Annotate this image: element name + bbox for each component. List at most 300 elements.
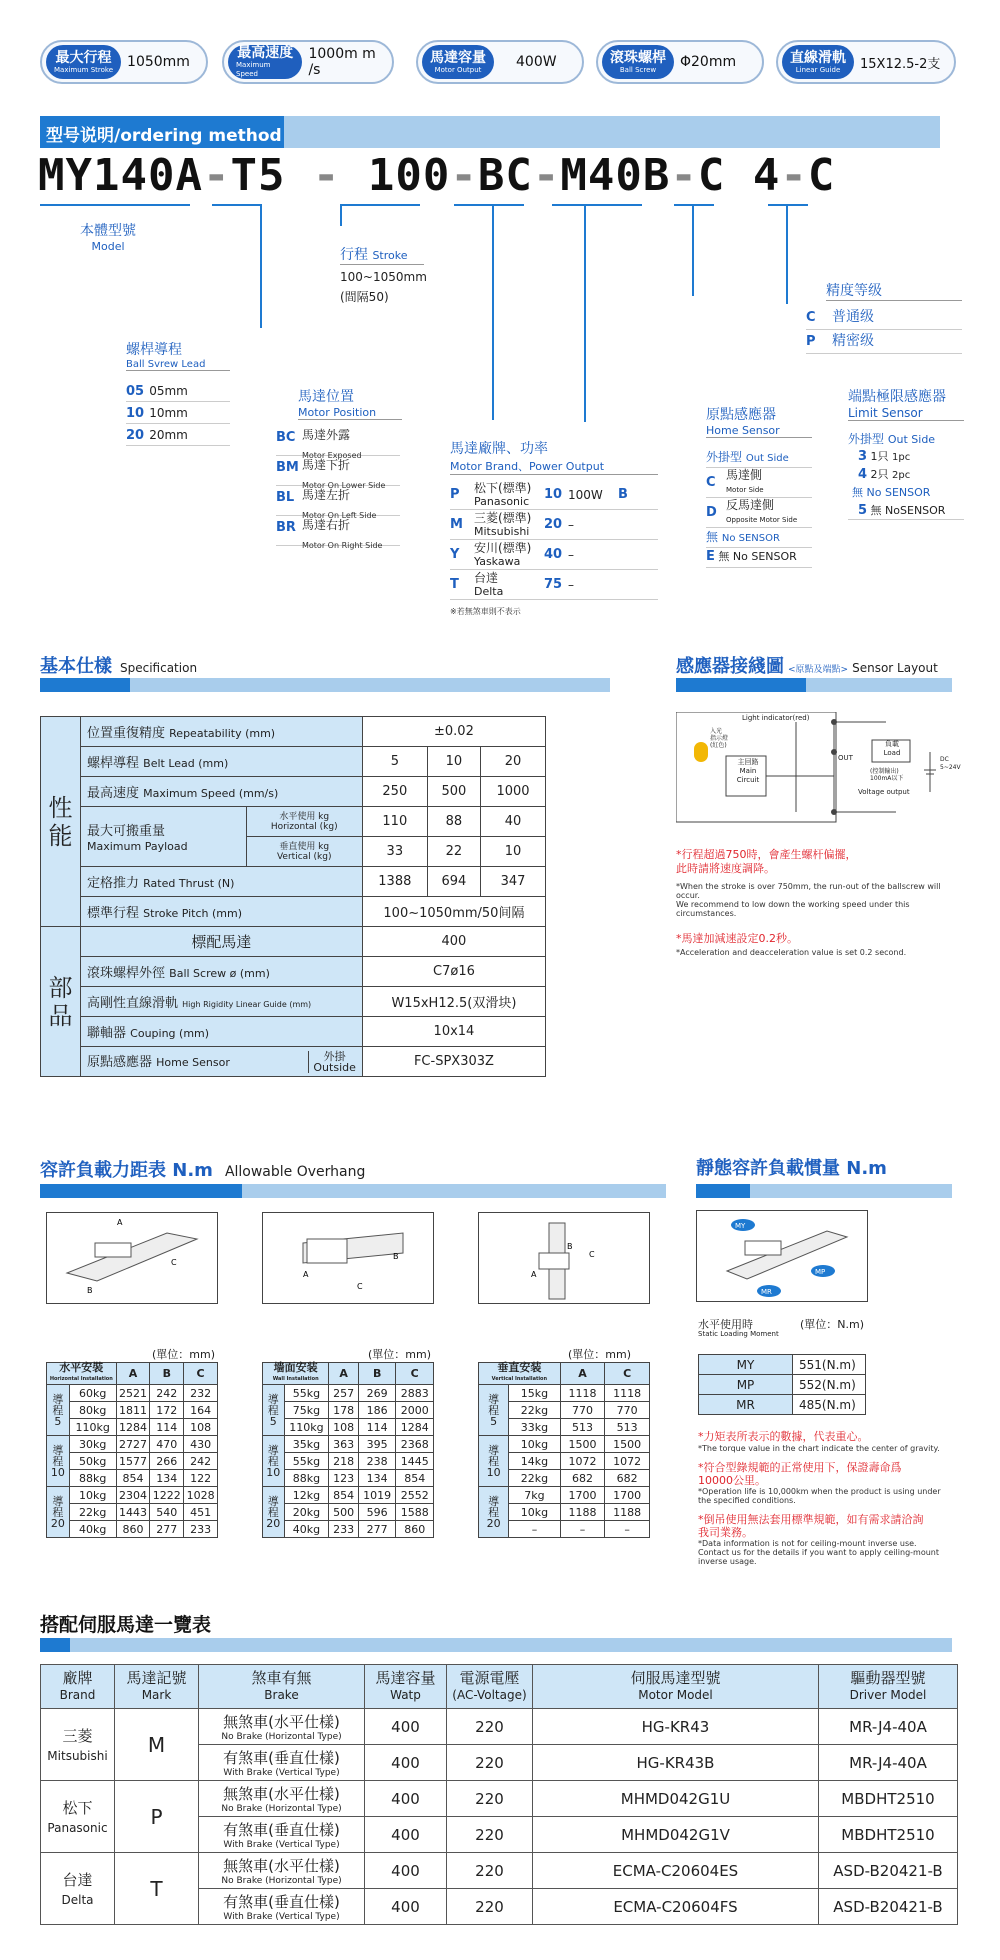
code-part-position: BC [477,150,533,201]
pill-label: 馬達容量 [430,49,486,66]
lamp-label: 入光 指示燈 (紅色) [710,728,729,749]
home-ext-zh: 外掛 [323,1049,346,1063]
home-zh: 原點感應器 [87,1054,153,1070]
moment-value: 552(N.m) [793,1375,866,1395]
note-zh: *行程超過750時，會產生螺杆偏擺， 此時請將速度調降。 [676,848,857,875]
col-b: B [358,1363,396,1385]
stroke-step: (間隔50) [340,290,389,304]
cell: 2000 [396,1402,434,1419]
limit-sensor-block [848,386,964,421]
pill-label: 最大行程 [55,49,112,66]
pill-value: 15X12.5-2支 [860,56,941,72]
header-motor-model [533,1665,819,1709]
note-zh: *符合型錄規範的正常使用下，保證壽命爲 10000公里。 [698,1461,902,1487]
cell: 269 [358,1385,396,1402]
brake-cell [199,1853,365,1889]
code-dash: - [285,150,368,201]
note-zh: *倒吊使用無法套用標準規範，如有需求請洽詢 我司業務。 [698,1513,924,1539]
cell: 110kg [69,1419,116,1436]
servo-table [40,1664,958,1925]
lead-zh: 螺桿導程 [126,342,182,358]
stroke-block [340,244,424,265]
precision-code: C [806,310,816,325]
power-value: – [568,517,574,532]
cell: 854 [329,1487,359,1504]
lead-en: Belt Lead (mm) [143,757,229,770]
horizontal-install-icon [47,1213,217,1303]
code-part-motor: M40B [560,150,671,201]
brake-en: With Brake (Vertical Type) [223,1768,340,1778]
cell: 178 [329,1402,359,1419]
servo-bar-accent [40,1638,70,1652]
indicator-lamp-icon [694,742,708,762]
svg-text:C: C [357,1282,363,1291]
motor-position-en: Motor Position [298,406,377,419]
cell: 123 [329,1470,359,1487]
cell: 134 [150,1470,184,1487]
cell: 22kg [509,1402,561,1419]
servo-bar [40,1638,952,1652]
voltage-cell: 220 [447,1817,533,1853]
title-en: Horizontal Installation [49,1376,113,1382]
title-en: Vertical Installation [491,1376,548,1382]
limit-ext-zh: 外掛型 [848,432,885,446]
parts-label [41,927,81,1077]
payload-h-en: Horizontal (kg) [270,821,338,832]
dc-label: DC 5~24V [940,756,961,771]
driver-model-cell: MBDHT2510 [819,1817,958,1853]
brake-cell [199,1817,365,1853]
cell: 682 [605,1470,650,1487]
cell: 55kg [284,1385,329,1402]
header-en: Brand [59,1688,96,1702]
brand-cell [41,1781,115,1853]
limit-zh: 2只 [870,468,889,481]
payload-v-en: Vertical (kg) [276,851,332,862]
voltage-output-label: Voltage output [858,788,910,796]
driver-model-cell: MBDHT2510 [819,1781,958,1817]
cell: 1700 [605,1487,650,1504]
brake-cell [199,1889,365,1925]
position-code: BM [276,460,299,475]
cell: 22kg [69,1504,116,1521]
svg-text:B: B [567,1242,573,1251]
out-label: OUT [838,754,853,762]
cell: 88kg [284,1470,329,1487]
moment-value: 551(N.m) [793,1355,866,1375]
thrust-zh: 定格推力 [87,876,140,891]
code-dash [725,150,753,201]
home-ext-en: Out Side [745,453,789,464]
main-en: Main Circuit [736,767,760,784]
lead-value: 5 [490,1414,498,1428]
header-mark [115,1665,199,1709]
connector-line [674,204,714,206]
cell: 257 [329,1385,359,1402]
home-code: D [706,505,717,520]
brand-en: Panasonic [47,1821,108,1835]
watt-cell: 400 [365,1817,447,1853]
brand-cell [41,1709,115,1781]
spec-title-en: Specification [120,661,198,675]
lead-list [126,380,230,446]
cell: 1188 [605,1504,650,1521]
wall-overhang-table [262,1362,434,1538]
header-voltage [447,1665,533,1709]
connector-line [454,204,524,206]
lead-value: 5 [269,1414,277,1428]
watt-cell: 400 [365,1709,447,1745]
cell: 277 [358,1521,396,1538]
lead-value: 5 [54,1414,62,1428]
thrust-en: Rated Thrust (N) [143,877,235,890]
pill-max-stroke [40,40,208,84]
indicator-label: Light indicator(red) [742,714,810,722]
cell: 430 [184,1436,218,1453]
payload-h-value: 110 [362,807,427,837]
position-code: BL [276,490,295,505]
lead-value: 20 [50,1516,65,1530]
model-label [80,220,136,253]
cell: 108 [184,1419,218,1436]
payload-h-zh: 水平使用 kg [279,811,330,822]
precision-zh: 普通级 [832,309,874,325]
brake-en: No Brake (Horizontal Type) [221,1804,342,1814]
cell: 470 [150,1436,184,1453]
motor-model-cell: ECMA-C20604ES [533,1853,819,1889]
brake-code: B [618,487,628,502]
lead-code: 05 [126,384,145,399]
motor-model-cell: HG-KR43B [533,1745,819,1781]
perf-label [41,717,81,927]
payload-v-zh: 垂直使用 kg [279,841,330,852]
cell: 363 [329,1436,359,1453]
code-part-model: MY140A [38,150,203,201]
table-title [47,1363,117,1385]
lead-label: 導 程 [488,1392,500,1417]
brand-code: M [450,517,463,532]
brand-en: Panasonic [474,494,530,508]
connector-line [492,206,494,420]
lead-label: 導 程 [52,1392,64,1417]
limit-code: 3 [858,449,868,464]
pill-linear-guide [776,40,956,84]
brand-en: Mitsubishi [474,524,530,538]
sensor-sub: <原點及端點> [788,665,849,675]
home-none-en: No SENSOR [721,533,780,544]
title-zh: 水平安裝 [59,1361,104,1374]
cell: 1445 [396,1453,434,1470]
header-en: Mark [141,1688,172,1702]
brand-en: Delta [474,584,504,598]
home-sensor-value: FC-SPX303Z [362,1047,545,1077]
motor-label: 標配馬達 [81,927,363,957]
pill-value: 1000m m /s [308,46,376,78]
brake-zh: 有煞車(垂直仕樣) [223,1821,340,1839]
thrust-value: 347 [481,867,546,897]
screw-value: C7ø16 [362,957,545,987]
code-dash: - [450,150,478,201]
note-en: *Data information is not for ceiling-mount inverse use. Contact us for the details if you want to apply ceiling-mount inverse usage. [698,1539,939,1566]
cell: 854 [396,1470,434,1487]
power-code: 10 [544,487,563,502]
lead-label [81,747,363,777]
cell: 1284 [116,1419,150,1436]
pill-label: 滾珠螺桿 [610,49,666,66]
pill-value: 400W [516,54,557,70]
header-zh: 電源電壓 [459,1669,520,1687]
brake-zh: 無煞車(水平仕樣) [223,1785,340,1803]
brake-en: With Brake (Vertical Type) [223,1840,340,1850]
vertical-install-drawing [478,1212,650,1304]
code-dash: - [780,150,808,201]
payload-v-value: 33 [362,837,427,867]
svg-text:A: A [303,1270,309,1279]
spec-title-zh: 基本仕樣 [40,656,112,677]
lead-value: 20 [266,1516,281,1530]
model-en: Model [91,240,125,253]
header-zh: 馬達記號 [126,1669,187,1687]
col-c: C [184,1363,218,1385]
screw-label [81,957,363,987]
static-title: 靜態容許負載慣量 N.m [696,1158,887,1179]
header-en: (AC-Voltage) [452,1688,527,1702]
speed-value: 500 [427,777,480,807]
power-code: 40 [544,547,563,562]
header-zh: 煞車有無 [251,1669,312,1687]
sensor-bar-accent [676,678,806,692]
lead-cell [479,1487,509,1538]
cell: 2521 [116,1385,150,1402]
note-en: *Operation life is 10,000km when the product is using under the specified conditions. [698,1487,941,1505]
horizontal-overhang-table [46,1362,218,1538]
code-part-stroke: 100 [367,150,451,201]
cell: 60kg [69,1385,116,1402]
position-en: Motor On Right Side [302,541,383,550]
cell: 242 [150,1385,184,1402]
cell: 1118 [560,1385,605,1402]
lead-value: 20 [481,747,546,777]
header-zh: 馬達容量 [375,1669,436,1687]
brake-zh: 無煞車(水平仕樣) [223,1857,340,1875]
lead-cell [479,1385,509,1436]
lead-value: 05mm [149,384,188,398]
brand-en: Yaskawa [474,554,521,568]
cell: 108 [329,1419,359,1436]
cell: 1028 [184,1487,218,1504]
unit-label: (單位：mm) [152,1348,216,1361]
watt-cell: 400 [365,1889,447,1925]
home-en: Home Sensor [156,1055,230,1069]
home-code: C [706,475,716,490]
static-use-en: Static Loading Moment [698,1330,779,1338]
thrust-label [81,867,363,897]
col-a: A [560,1363,605,1385]
voltage-cell: 220 [447,1781,533,1817]
vertical-install-icon [479,1213,649,1303]
svg-text:B: B [87,1286,93,1295]
cell: 122 [184,1470,218,1487]
moment-axes-icon [697,1211,867,1301]
repeat-value: ±0.02 [362,717,545,747]
servo-title: 搭配伺服馬達一覽表 [40,1614,212,1636]
brake-zh: 無煞車(水平仕樣) [223,1713,340,1731]
position-code: BC [276,430,296,445]
pill-motor-output [416,40,584,84]
cell: 22kg [509,1470,561,1487]
screw-zh: 滾珠螺桿外徑 [87,966,166,981]
header-zh: 廠牌 [62,1669,93,1687]
overhang-bar-accent [40,1184,242,1198]
motor-brand-block [450,438,658,475]
note-zh: *馬達加減速設定0.2秒。 [676,932,798,945]
model-zh: 本體型號 [80,223,136,239]
cell: 770 [605,1402,650,1419]
power-value: – [568,577,574,592]
moment-key: MP [699,1375,793,1395]
pill-value: 1050mm [127,54,190,70]
motor-model-cell: ECMA-C20604FS [533,1889,819,1925]
pill-sub: Ball Screw [619,65,657,74]
mark-cell: M [115,1709,199,1781]
lead-label: 導 程 [267,1443,279,1468]
svg-text:MY: MY [735,1222,746,1230]
cell: 540 [150,1504,184,1521]
cell: 1118 [605,1385,650,1402]
power-value: 100W [568,487,603,502]
code-dash: - [202,150,231,201]
cell: 7kg [509,1487,561,1504]
home-none-en: No SENSOR [732,550,797,563]
home-zh: 馬達側 [726,467,763,482]
terminal-icon [831,749,837,755]
moment-key: MR [699,1395,793,1415]
lead-value: 5 [362,747,427,777]
lead-label: 導 程 [52,1494,64,1519]
lead-cell [47,1436,70,1487]
coupling-label [81,1017,363,1047]
brand-zh: 松下 [62,1799,93,1817]
motor-brand-en: Motor Brand、Power Output [450,460,605,473]
limit-none-en: No SENSOR [866,486,931,499]
payload-h-label [246,807,362,837]
stroke-en: Stroke [372,249,408,262]
mark-cell: P [115,1781,199,1853]
header-en: Driver Model [849,1688,927,1702]
home-ext-en: Outside [313,1060,356,1074]
speed-en: Maximum Speed (mm/s) [143,787,279,800]
main-circuit-label [728,758,768,785]
svg-text:A: A [117,1218,123,1227]
limit-code: 5 [858,503,868,518]
screw-en: Ball Screw ø (mm) [169,967,270,980]
payload-v-value: 22 [427,837,480,867]
position-code: BR [276,520,296,535]
wall-install-icon [263,1213,433,1303]
overhang-title-en: Allowable Overhang [224,1164,366,1180]
cell: 277 [150,1521,184,1538]
guide-en: High Rigidity Linear Guide (mm) [182,1000,312,1009]
payload-h-value: 88 [427,807,480,837]
unit-label: (單位：mm) [368,1348,432,1361]
brake-zh: 有煞車(垂直仕樣) [223,1893,340,1911]
cell: 266 [150,1453,184,1470]
control-output-label: (控制輸出) 100mA以下 [870,768,904,782]
brand-en: Delta [61,1893,94,1907]
lead-cell [263,1436,285,1487]
wall-install-drawing [262,1212,434,1304]
pill-label: 直線滑軌 [790,49,846,66]
connector-line [212,204,262,206]
cell: 854 [116,1470,150,1487]
connector-line [692,206,694,296]
pill-sub: Maximum Stroke [54,65,114,74]
header-brand [41,1665,115,1709]
lead-label: 導 程 [267,1392,279,1417]
static-moment-table [698,1354,866,1415]
lead-value: 20mm [149,428,188,442]
cell: 1700 [560,1487,605,1504]
cell: 172 [150,1402,184,1419]
lead-value: 10 [266,1465,281,1479]
speed-value: 250 [362,777,427,807]
connector-line [260,206,262,328]
cell: 1188 [560,1504,605,1521]
precision-title: 精度等级 [826,280,962,301]
connector-line [340,204,420,206]
lead-label: 導 程 [488,1443,500,1468]
limit-sensor-en: Limit Sensor [848,406,923,420]
limit-sensor-zh: 端點極限感應器 [848,389,946,405]
payload-h-value: 40 [481,807,546,837]
brand-code: T [450,577,459,592]
voltage-cell: 220 [447,1709,533,1745]
brake-zh: 有煞車(垂直仕樣) [223,1749,340,1767]
spec-table [40,716,546,1077]
brake-cell [199,1781,365,1817]
cell: 770 [560,1402,605,1419]
driver-model-cell: MR-J4-40A [819,1745,958,1781]
pill-sub: Linear Guide [795,65,841,74]
limit-none-zh: 無 [852,486,863,499]
col-c: C [396,1363,434,1385]
static-bar-accent [696,1184,750,1198]
driver-model-cell: ASD-B20421-B [819,1853,958,1889]
cell: 114 [358,1419,396,1436]
cell: 50kg [69,1453,116,1470]
note-en: *When the stroke is over 750mm, the run-out of the ballscrew will occur. We recommend to low down the working speed under this circumstances. [676,882,941,918]
header-en: Motor Model [638,1688,713,1702]
cell: 233 [184,1521,218,1538]
model-code [38,150,835,201]
cell: 33kg [509,1419,561,1436]
brake-note: ※若無煞車則不表示 [450,607,521,616]
main-zh: 主回路 [737,758,759,766]
title-zh: 墙面安装 [273,1361,318,1374]
cell: 2304 [116,1487,150,1504]
motor-value: 400 [362,927,545,957]
lead-label: 導 程 [267,1494,279,1519]
driver-model-cell: ASD-B20421-B [819,1889,958,1925]
cell: 14kg [509,1453,561,1470]
lead-code: 10 [126,406,145,421]
cell: 88kg [69,1470,116,1487]
connector-line [40,204,190,206]
header-en: Watp [390,1688,421,1702]
motor-position-block [298,386,402,420]
lead-block [126,339,230,371]
payload-v-label [246,837,362,867]
